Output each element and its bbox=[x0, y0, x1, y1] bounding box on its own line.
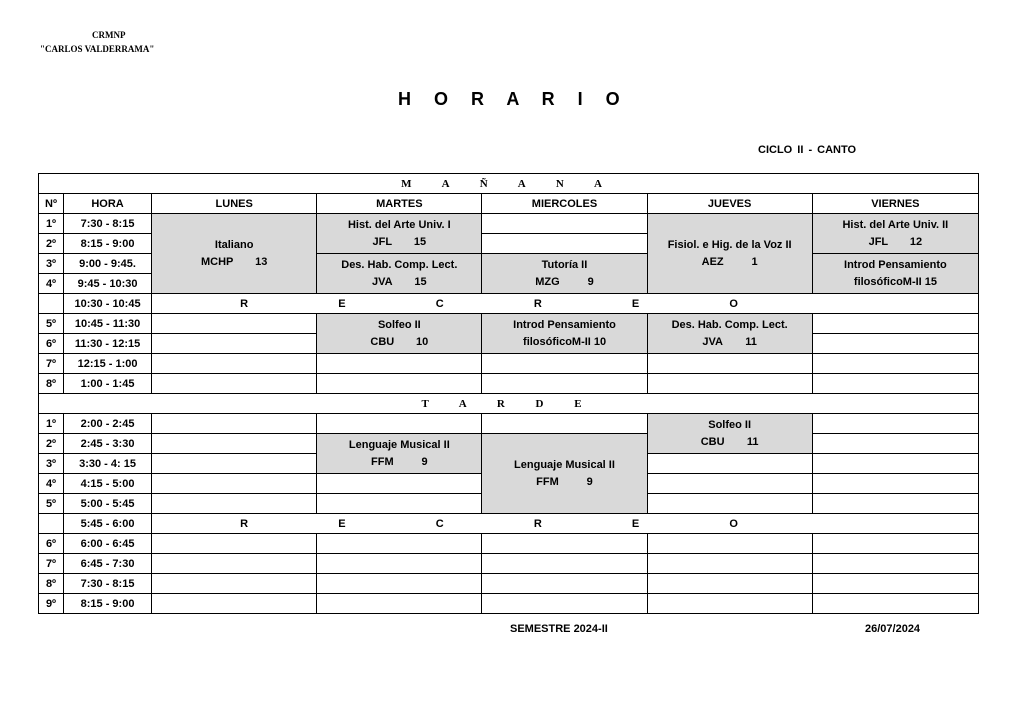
empty-cell bbox=[812, 474, 978, 494]
afternoon-section-row bbox=[39, 394, 979, 414]
recess-letter: C bbox=[435, 297, 444, 310]
hour-header: HORA bbox=[64, 194, 152, 214]
empty-cell bbox=[812, 454, 978, 474]
slot-number: 1º bbox=[39, 214, 64, 234]
empty-cell bbox=[647, 554, 812, 574]
class-cell bbox=[317, 214, 482, 254]
class-cell bbox=[812, 254, 978, 294]
slot-number: 7º bbox=[39, 554, 64, 574]
slot-time: 2:00 - 2:45 bbox=[64, 414, 152, 434]
slot-time: 5:45 - 6:00 bbox=[64, 514, 152, 534]
room-number: 9 bbox=[587, 275, 594, 288]
slot-time: 6:45 - 7:30 bbox=[64, 554, 152, 574]
slot-time: 4:15 - 5:00 bbox=[64, 474, 152, 494]
day-header: MIERCOLES bbox=[482, 194, 647, 214]
recess-letter: E bbox=[338, 297, 346, 310]
slot-time: 11:30 - 12:15 bbox=[64, 334, 152, 354]
class-cell bbox=[647, 314, 812, 354]
slot-time: 1:00 - 1:45 bbox=[64, 374, 152, 394]
empty-cell bbox=[812, 374, 978, 394]
recess-letter: R bbox=[240, 297, 249, 310]
class-cell bbox=[647, 214, 812, 294]
empty-cell bbox=[152, 534, 317, 554]
course-name: Introd Pensamiento bbox=[844, 258, 947, 271]
morning-section-row bbox=[39, 174, 979, 194]
empty-cell bbox=[152, 334, 317, 354]
slot-number: 6º bbox=[39, 534, 64, 554]
recess-letter: R bbox=[240, 517, 249, 530]
afternoon-slot-row bbox=[39, 594, 979, 614]
slot-number: 1º bbox=[39, 414, 64, 434]
empty-cell bbox=[482, 234, 647, 254]
class-cell bbox=[152, 214, 317, 294]
teacher-code: filosófico bbox=[523, 335, 572, 348]
afternoon-slot-row bbox=[39, 534, 979, 554]
room-number: 12 bbox=[909, 235, 923, 248]
class-cell bbox=[647, 414, 812, 454]
teacher-code: AEZ bbox=[701, 255, 724, 268]
num-header: Nº bbox=[39, 194, 64, 214]
course-name: Solfeo II bbox=[377, 318, 421, 331]
teacher-code: FFM bbox=[536, 475, 559, 488]
room-number: 15 bbox=[414, 275, 427, 288]
slot-time: 7:30 - 8:15 bbox=[64, 574, 152, 594]
empty-cell bbox=[812, 534, 978, 554]
teacher-code: JVA bbox=[372, 275, 393, 288]
slot-number: 4º bbox=[39, 274, 64, 294]
course-details bbox=[317, 334, 481, 351]
empty-cell bbox=[647, 534, 812, 554]
empty-cell bbox=[152, 374, 317, 394]
empty-cell bbox=[482, 414, 647, 434]
recess-letter: O bbox=[729, 517, 738, 530]
recess-letter: E bbox=[631, 517, 640, 530]
empty-cell bbox=[152, 494, 317, 514]
room-number: 10 bbox=[416, 335, 429, 348]
slot-time: 2:45 - 3:30 bbox=[64, 434, 152, 454]
teacher-code: FFM bbox=[371, 455, 394, 468]
institution-name: "CARLOS VALDERRAMA" bbox=[40, 44, 155, 54]
room-number: 1 bbox=[751, 255, 758, 268]
empty-cell bbox=[647, 474, 812, 494]
morning-section-header: M A Ñ A N A bbox=[39, 174, 979, 194]
empty-cell bbox=[152, 454, 317, 474]
date-label: 26/07/2024 bbox=[865, 623, 921, 635]
afternoon-slot-row bbox=[39, 414, 979, 434]
empty-cell bbox=[317, 574, 482, 594]
empty-cell bbox=[317, 474, 482, 494]
empty-cell bbox=[812, 554, 978, 574]
teacher-code: MCHP bbox=[200, 255, 234, 268]
empty-cell bbox=[317, 494, 482, 514]
slot-time: 9:00 - 9:45. bbox=[64, 254, 152, 274]
empty-cell bbox=[482, 534, 647, 554]
slot-time: 6:00 - 6:45 bbox=[64, 534, 152, 554]
column-header-row bbox=[39, 194, 979, 214]
course-name: Introd Pensamiento bbox=[513, 318, 616, 331]
course-details bbox=[648, 434, 812, 451]
empty-cell bbox=[317, 374, 482, 394]
teacher-code: CBU bbox=[370, 335, 395, 348]
course-name: Solfeo II bbox=[708, 418, 752, 431]
recess-letter: R bbox=[533, 517, 542, 530]
room-number: 9 bbox=[421, 455, 428, 468]
slot-number: 3º bbox=[39, 254, 64, 274]
empty-cell bbox=[812, 434, 978, 454]
slot-number: 8º bbox=[39, 374, 64, 394]
course-details bbox=[813, 234, 978, 251]
teacher-code: JVA bbox=[702, 335, 723, 348]
recess-cell bbox=[152, 514, 979, 534]
empty-cell bbox=[647, 574, 812, 594]
empty-cell bbox=[152, 554, 317, 574]
slot-time: 9:45 - 10:30 bbox=[64, 274, 152, 294]
day-header: LUNES bbox=[152, 194, 317, 214]
cycle-label: CICLO II - CANTO bbox=[758, 144, 857, 156]
class-cell bbox=[482, 434, 647, 514]
recess-letter: E bbox=[631, 297, 640, 310]
empty-cell bbox=[812, 494, 978, 514]
slot-number: 2º bbox=[39, 434, 64, 454]
empty-cell bbox=[317, 594, 482, 614]
empty-cell bbox=[152, 414, 317, 434]
class-cell bbox=[317, 254, 482, 294]
afternoon-slot-row bbox=[39, 554, 979, 574]
course-details bbox=[482, 274, 646, 291]
slot-time: 10:30 - 10:45 bbox=[64, 294, 152, 314]
morning-slot-row bbox=[39, 294, 979, 314]
slot-time: 7:30 - 8:15 bbox=[64, 214, 152, 234]
slot-time: 8:15 - 9:00 bbox=[64, 234, 152, 254]
class-cell bbox=[482, 254, 647, 294]
slot-number: 8º bbox=[39, 574, 64, 594]
page-title: H O R A R I O bbox=[398, 89, 629, 109]
room-number: 11 bbox=[746, 435, 759, 448]
empty-cell bbox=[482, 554, 647, 574]
recess-label bbox=[152, 298, 978, 310]
class-cell bbox=[317, 434, 482, 474]
slot-number bbox=[39, 514, 64, 534]
empty-cell bbox=[647, 374, 812, 394]
empty-cell bbox=[812, 314, 978, 334]
room-number: 11 bbox=[745, 335, 757, 348]
empty-cell bbox=[482, 354, 647, 374]
empty-cell bbox=[647, 494, 812, 514]
course-name: Fisiol. e Hig. de la Voz II bbox=[667, 238, 792, 251]
teacher-code: filosófico bbox=[853, 275, 903, 288]
course-name: Hist. del Arte Univ. II bbox=[842, 218, 949, 231]
slot-time: 12:15 - 1:00 bbox=[64, 354, 152, 374]
recess-letter: R bbox=[533, 297, 542, 310]
course-name: Italiano bbox=[214, 238, 254, 251]
room-number: 15 bbox=[413, 235, 427, 248]
afternoon-slot-row bbox=[39, 574, 979, 594]
course-details bbox=[648, 254, 812, 271]
recess-letter: C bbox=[435, 517, 444, 530]
slot-number: 2º bbox=[39, 234, 64, 254]
slot-number: 6º bbox=[39, 334, 64, 354]
recess-cell bbox=[152, 294, 979, 314]
empty-cell bbox=[152, 354, 317, 374]
empty-cell bbox=[647, 594, 812, 614]
slot-number: 7º bbox=[39, 354, 64, 374]
slot-number: 5º bbox=[39, 314, 64, 334]
course-name: Des. Hab. Comp. Lect. bbox=[341, 258, 458, 271]
empty-cell bbox=[812, 594, 978, 614]
course-name: Tutoría II bbox=[541, 258, 588, 271]
room-number: M-II 10 bbox=[571, 335, 607, 348]
class-cell bbox=[482, 314, 647, 354]
course-details bbox=[317, 454, 481, 471]
teacher-code: CBU bbox=[700, 435, 725, 448]
course-details bbox=[813, 274, 978, 291]
empty-cell bbox=[482, 374, 647, 394]
slot-time: 5:00 - 5:45 bbox=[64, 494, 152, 514]
teacher-code: MZG bbox=[535, 275, 560, 288]
course-details bbox=[317, 234, 481, 251]
empty-cell bbox=[647, 354, 812, 374]
course-name: Lenguaje Musical II bbox=[514, 458, 615, 471]
day-header: MARTES bbox=[317, 194, 482, 214]
room-number: 9 bbox=[586, 475, 593, 488]
empty-cell bbox=[152, 314, 317, 334]
empty-cell bbox=[482, 214, 647, 234]
day-header: VIERNES bbox=[812, 194, 978, 214]
empty-cell bbox=[812, 354, 978, 374]
teacher-code: JFL bbox=[372, 235, 393, 248]
morning-slot-row bbox=[39, 214, 979, 234]
empty-cell bbox=[812, 414, 978, 434]
course-details bbox=[317, 274, 481, 291]
morning-slot-row bbox=[39, 374, 979, 394]
slot-number: 9º bbox=[39, 594, 64, 614]
institution-acronym: CRMNP bbox=[92, 30, 126, 40]
empty-cell bbox=[317, 534, 482, 554]
morning-slot-row bbox=[39, 314, 979, 334]
course-name: Lenguaje Musical II bbox=[348, 438, 450, 451]
empty-cell bbox=[317, 414, 482, 434]
course-name: Hist. del Arte Univ. I bbox=[347, 218, 451, 231]
afternoon-slot-row bbox=[39, 434, 979, 454]
room-number: M-II 15 bbox=[902, 275, 938, 288]
semester-label: SEMESTRE 2024-II bbox=[510, 623, 608, 635]
class-cell bbox=[812, 214, 978, 254]
slot-number bbox=[39, 294, 64, 314]
empty-cell bbox=[152, 474, 317, 494]
slot-time: 3:30 - 4: 15 bbox=[64, 454, 152, 474]
slot-time: 8:15 - 9:00 bbox=[64, 594, 152, 614]
empty-cell bbox=[152, 574, 317, 594]
empty-cell bbox=[317, 354, 482, 374]
empty-cell bbox=[317, 554, 482, 574]
course-details bbox=[648, 334, 812, 351]
empty-cell bbox=[482, 574, 647, 594]
empty-cell bbox=[812, 334, 978, 354]
recess-label bbox=[152, 518, 978, 530]
empty-cell bbox=[152, 434, 317, 454]
course-details bbox=[482, 334, 646, 351]
slot-number: 5º bbox=[39, 494, 64, 514]
empty-cell bbox=[812, 574, 978, 594]
afternoon-slot-row bbox=[39, 514, 979, 534]
day-header: JUEVES bbox=[647, 194, 812, 214]
room-number: 13 bbox=[255, 255, 268, 268]
empty-cell bbox=[482, 594, 647, 614]
afternoon-section-header: T A R D E bbox=[39, 394, 979, 414]
class-cell bbox=[317, 314, 482, 354]
slot-time: 10:45 - 11:30 bbox=[64, 314, 152, 334]
morning-slot-row bbox=[39, 354, 979, 374]
course-details bbox=[152, 254, 316, 271]
course-details bbox=[482, 474, 646, 491]
teacher-code: JFL bbox=[868, 235, 889, 248]
course-name: Des. Hab. Comp. Lect. bbox=[671, 318, 788, 331]
slot-number: 3º bbox=[39, 454, 64, 474]
slot-number: 4º bbox=[39, 474, 64, 494]
recess-letter: O bbox=[729, 297, 738, 310]
empty-cell bbox=[647, 454, 812, 474]
empty-cell bbox=[152, 594, 317, 614]
schedule-table bbox=[38, 173, 979, 614]
recess-letter: E bbox=[338, 517, 346, 530]
